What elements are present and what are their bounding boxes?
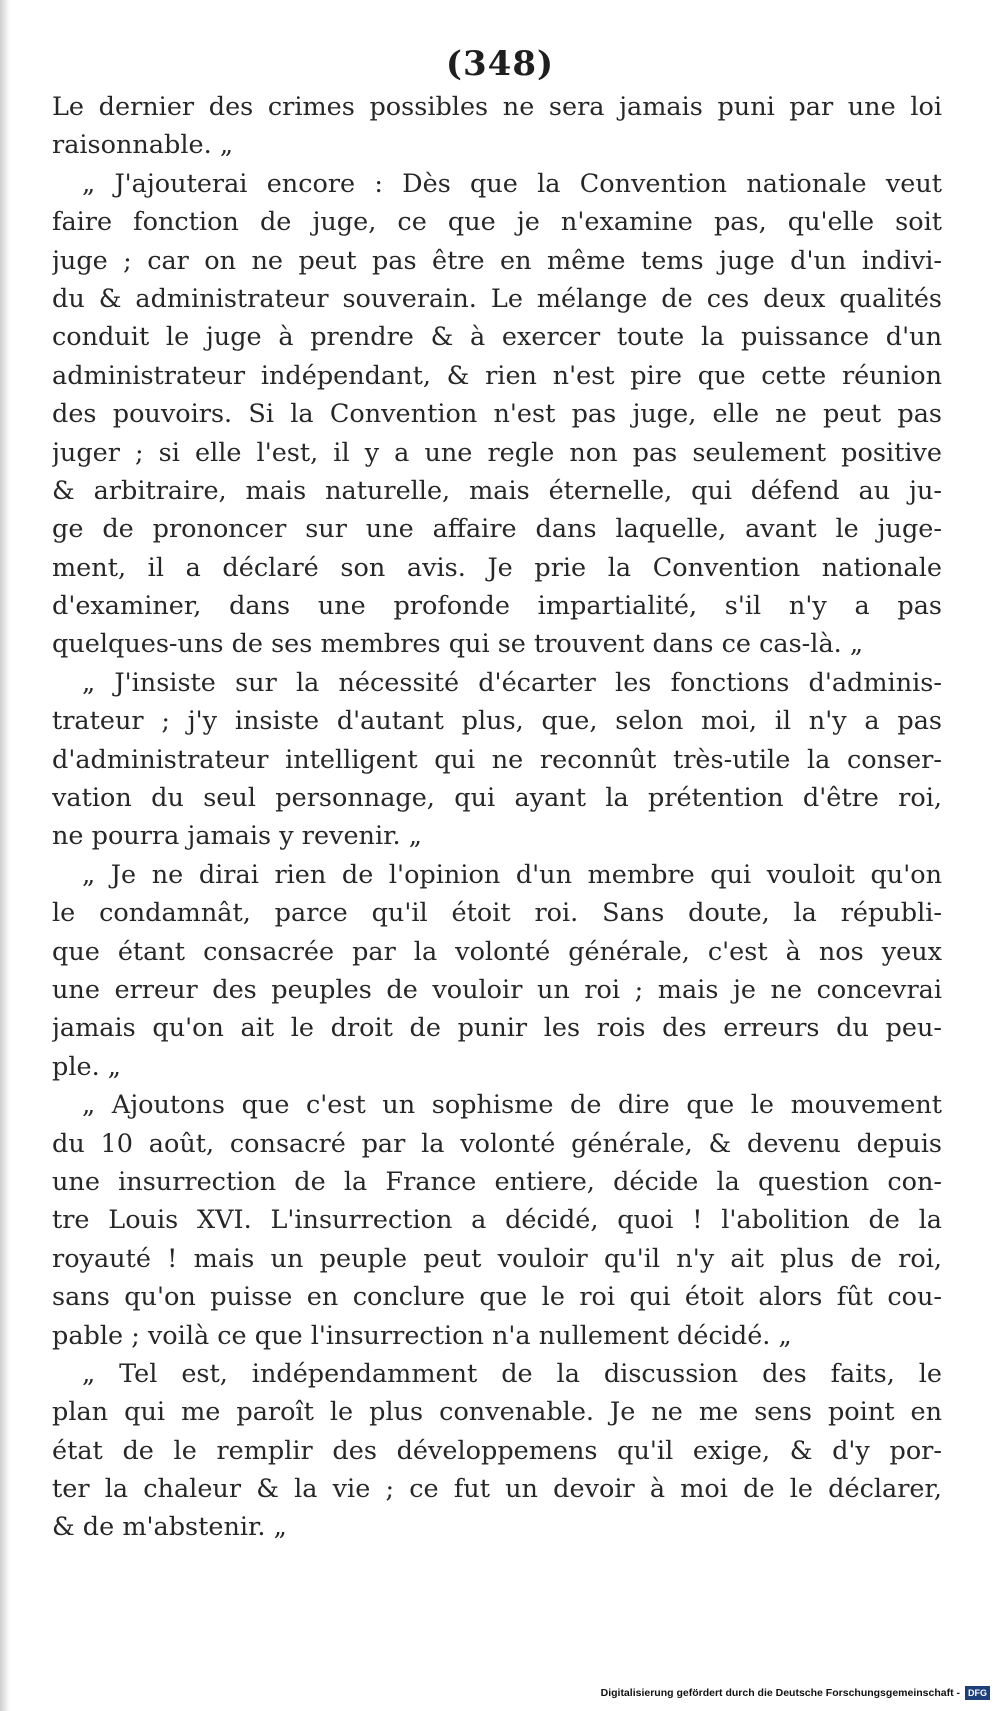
- text-line: jamais qu'on ait le droit de punir les rois des erreurs du peu-: [52, 1013, 942, 1044]
- text-line: d'examiner, dans une profonde impartialité, s'il n'y a pas: [52, 591, 942, 622]
- text-line: „ J'ajouterai encore : Dès que la Convention nationale veut: [82, 168, 942, 199]
- text-line: Le dernier des crimes possibles ne sera jamais puni par une loi: [52, 92, 942, 122]
- text-line: & arbitraire, mais naturelle, mais éternelle, qui défend au ju-: [52, 475, 942, 506]
- text-line: raisonnable. „: [52, 130, 234, 161]
- dfg-logo: DFG: [965, 1686, 990, 1700]
- text-line: faire fonction de juge, ce que je n'examine pas, qu'elle soit: [52, 207, 942, 238]
- text-line: une erreur des peuples de vouloir un roi ; mais je ne concevrai: [52, 974, 942, 1005]
- text-line: pable ; voilà ce que l'insurrection n'a nullement décidé. „: [52, 1320, 792, 1351]
- text-line: & de m'abstenir. „: [52, 1512, 287, 1543]
- text-line: tre Louis XVI. L'insurrection a décidé, quoi ! l'abolition de la: [52, 1205, 942, 1236]
- text-line: juger ; si elle l'est, il y a une regle non pas seulement positive: [52, 437, 942, 468]
- text-line: du & administrateur souverain. Le mélange de ces deux qualités: [52, 283, 942, 314]
- text-line: royauté ! mais un peuple peut vouloir qu'il n'y ait plus de roi,: [52, 1243, 942, 1274]
- text-line: ple. „: [52, 1051, 121, 1082]
- text-line: que étant consacrée par la volonté générale, c'est à nos yeux: [52, 936, 942, 967]
- page-number: (348): [445, 44, 555, 84]
- text-line: du 10 août, consacré par la volonté générale, & devenu depuis: [52, 1128, 942, 1159]
- text-line: juge ; car on ne peut pas être en même tems juge d'un indivi-: [52, 245, 942, 276]
- text-line: sans qu'on puisse en conclure que le roi qui étoit alors fût cou-: [52, 1282, 942, 1313]
- text-line: administrateur indépendant, & rien n'est pire que cette réunion: [52, 360, 942, 391]
- digitization-credit: [601, 1685, 990, 1701]
- text-line: des pouvoirs. Si la Convention n'est pas juge, elle ne peut pas: [52, 399, 942, 430]
- text-line: une insurrection de la France entiere, décide la question con-: [52, 1166, 942, 1197]
- paper-edge-shadow: [0, 0, 10, 1711]
- text-line: „ Tel est, indépendamment de la discussion des faits, le: [82, 1358, 942, 1389]
- text-line: ne pourra jamais y revenir. „: [52, 821, 422, 852]
- text-line: quelques-uns de ses membres qui se trouvent dans ce cas-là. „: [52, 629, 864, 660]
- text-line: plan qui me paroît le plus convenable. Je ne me sens point en: [52, 1397, 942, 1428]
- text-line: ment, il a déclaré son avis. Je prie la Convention nationale: [52, 552, 942, 583]
- text-line: „ Ajoutons que c'est un sophisme de dire que le mouvement: [82, 1090, 942, 1121]
- text-line: ge de prononcer sur une affaire dans laquelle, avant le juge-: [52, 514, 942, 545]
- text-line: „ Je ne dirai rien de l'opinion d'un membre qui vouloit qu'on: [82, 859, 942, 890]
- text-line: trateur ; j'y insiste d'autant plus, que, selon moi, il n'y a pas: [52, 706, 942, 737]
- text-line: le condamnât, parce qu'il étoit roi. Sans doute, la républi-: [52, 898, 942, 929]
- text-line: „ J'insiste sur la nécessité d'écarter les fonctions d'adminis-: [82, 667, 942, 698]
- text-line: d'administrateur intelligent qui ne reconnût très-utile la conser-: [52, 744, 942, 775]
- text-line: conduit le juge à prendre & à exercer toute la puissance d'un: [52, 322, 942, 353]
- text-line: vation du seul personnage, qui ayant la prétention d'être roi,: [52, 783, 942, 814]
- text-line: état de le remplir des développemens qu'il exige, & d'y por-: [52, 1435, 942, 1466]
- credit-text: Digitalisierung gefördert durch die Deutsche Forschungsgemeinschaft -: [600, 1687, 960, 1699]
- body-text: [52, 88, 942, 1547]
- text-line: ter la chaleur & la vie ; ce fut un devoir à moi de le déclarer,: [52, 1474, 942, 1505]
